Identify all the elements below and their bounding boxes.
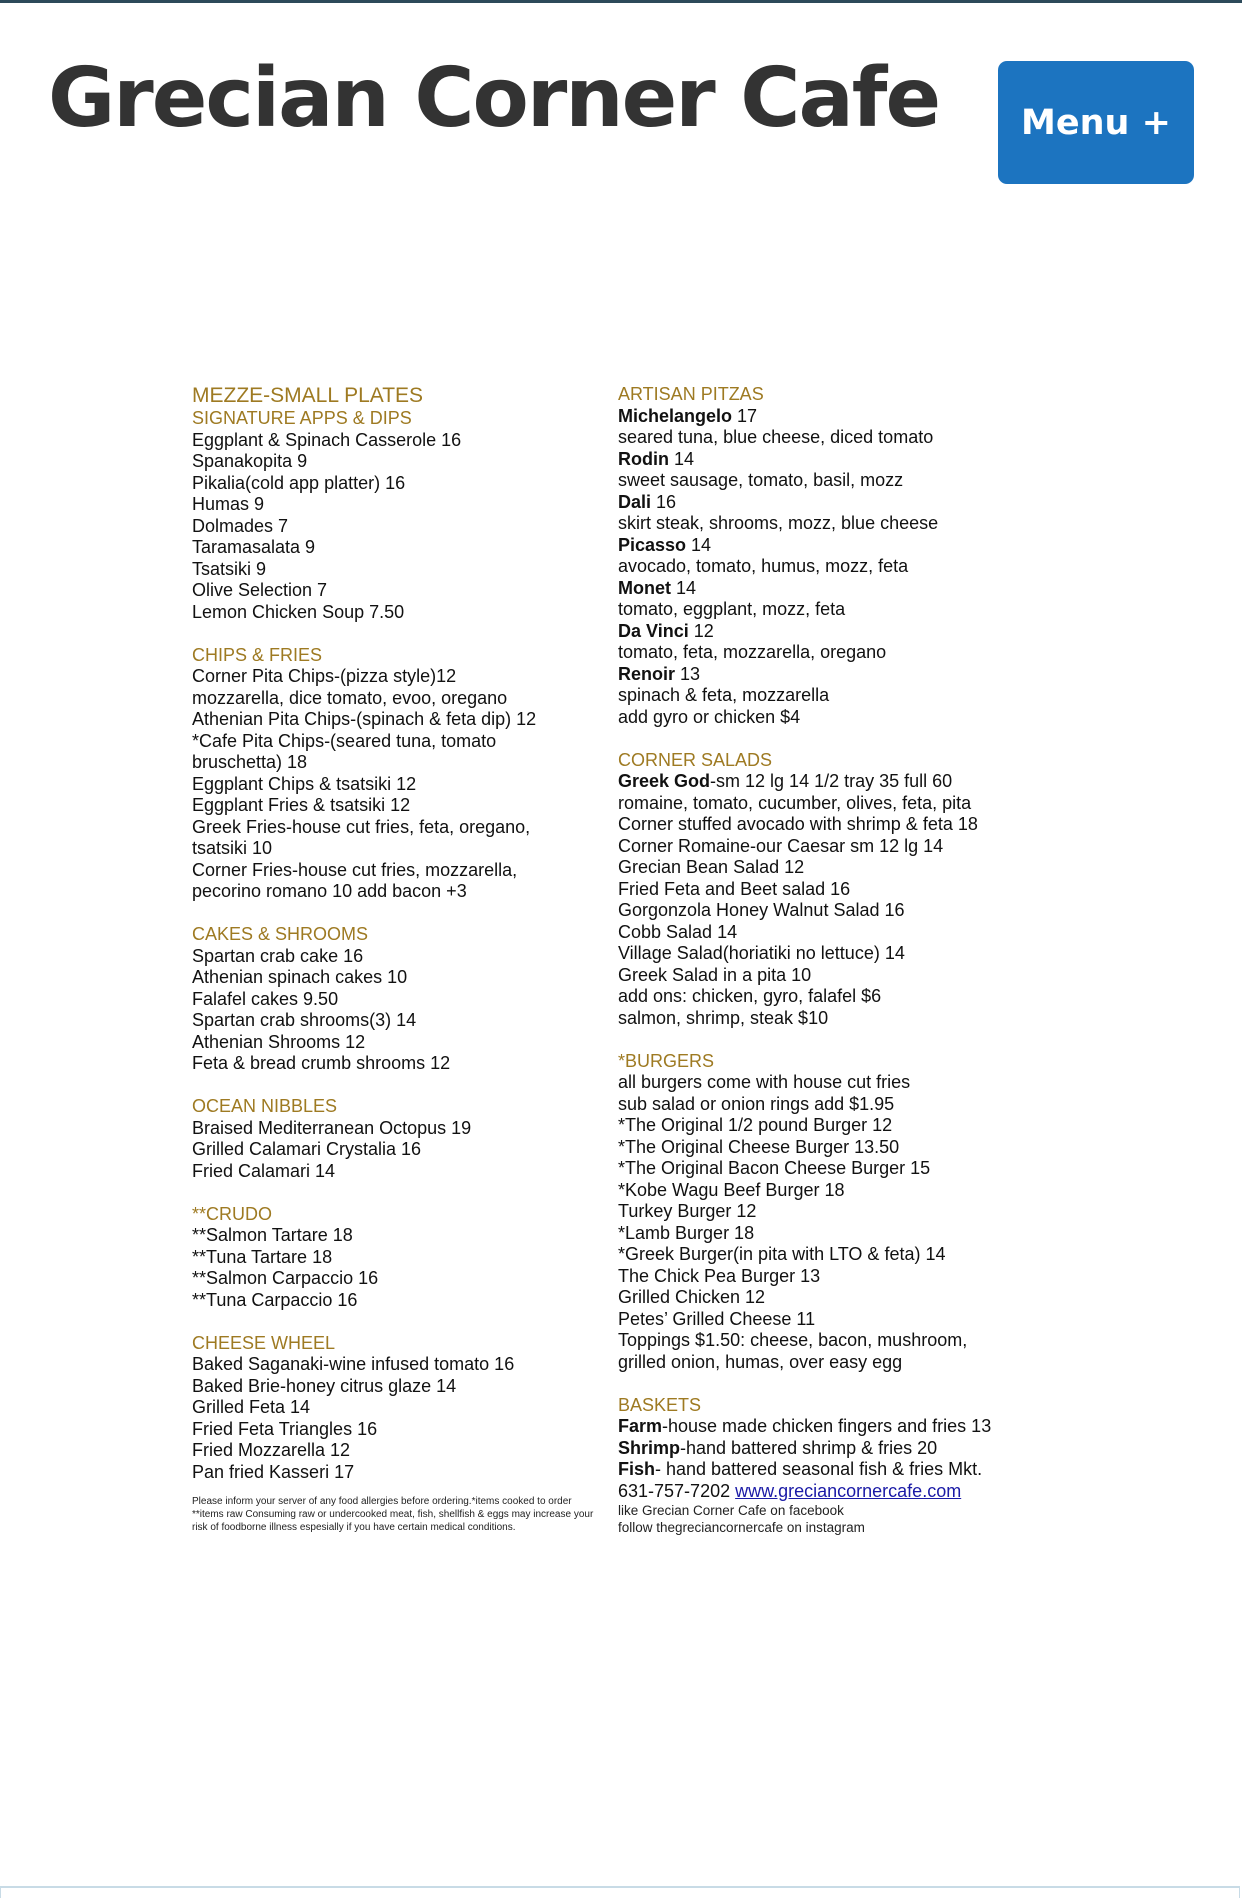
menu-item: Village Salad(horiatiki no lettuce) 14 (618, 943, 905, 963)
menu-item: *The Original Bacon Cheese Burger 15 (618, 1158, 931, 1178)
basket-name: Fish (618, 1459, 656, 1479)
menu-item: Braised Mediterranean Octopus 19 (192, 1117, 472, 1138)
pizza-name: Rodin (618, 448, 669, 469)
pizza-price: 12 (688, 620, 714, 641)
menu-item: Greek Fries-house cut fries, feta, oregano, (192, 816, 531, 837)
menu-column-right (618, 384, 1038, 1536)
menu-item: Fried Feta Triangles 16 (192, 1418, 378, 1439)
menu-item: Olive Selection 7 (192, 580, 328, 600)
pizza-description: tomato, feta, mozzarella, oregano (618, 642, 887, 662)
basket-detail: - hand battered seasonal fish & fries Mkt. (655, 1459, 983, 1479)
menu-item: Fried Calamari 14 (192, 1160, 336, 1181)
menu-item: sub salad or onion rings add $1.95 (618, 1093, 895, 1114)
pizza-description: sweet sausage, tomato, basil, mozz (618, 470, 904, 490)
item-name: Greek God (618, 771, 711, 791)
pizza-description: spinach & feta, mozzarella (618, 685, 830, 705)
menu-item: Grilled Calamari Crystalia 16 (192, 1139, 422, 1159)
menu-item: Gorgonzola Honey Walnut Salad 16 (618, 900, 905, 920)
pizza-name-row (618, 621, 1038, 643)
chips-list (192, 666, 602, 903)
pizza-name-row (618, 492, 1038, 514)
menu-item: **Tuna Carpaccio 16 (192, 1289, 358, 1310)
pizza-price: 17 (732, 405, 758, 426)
pizza-addon: add gyro or chicken $4 (618, 706, 801, 727)
menu-item: **Tuna Tartare 18 (192, 1246, 333, 1267)
menu-item: Spanakopita 9 (192, 451, 308, 471)
phone-number: 631-757-7202 (618, 1480, 736, 1501)
pizza-name: Picasso (618, 534, 687, 555)
facebook-text: like Grecian Corner Cafe on facebook (618, 1503, 844, 1518)
menu-item: Corner stuffed avocado with shrimp & feta 18 (618, 814, 978, 834)
menu-item: Athenian Shrooms 12 (192, 1031, 366, 1052)
menu-item: Spartan crab cake 16 (192, 945, 364, 966)
section-heading-chips: CHIPS & FRIES (192, 644, 323, 665)
menu-item: mozzarella, dice tomato, evoo, oregano (192, 687, 508, 708)
instagram-text: follow thegreciancornercafe on instagram (618, 1520, 865, 1535)
basket-item (618, 1459, 1038, 1481)
menu-item: Greek Salad in a pita 10 (618, 964, 812, 985)
basket-detail: -hand battered shrimp & fries 20 (680, 1437, 938, 1458)
pizza-name-row (618, 664, 1038, 686)
menu-item: *The Original 1/2 pound Burger 12 (618, 1115, 893, 1135)
section-heading-salads: CORNER SALADS (618, 749, 773, 770)
pizza-price: 14 (686, 534, 712, 555)
pizza-name-row (618, 535, 1038, 557)
basket-name: Shrimp (618, 1437, 681, 1458)
menu-item: Grilled Feta 14 (192, 1397, 311, 1417)
menu-item: romaine, tomato, cucumber, olives, feta, pita (618, 792, 972, 813)
menu-item: Tsatsiki 9 (192, 558, 267, 579)
menu-item: Fried Mozzarella 12 (192, 1440, 351, 1460)
menu-item: Baked Saganaki-wine infused tomato 16 (192, 1354, 515, 1374)
basket-item (618, 1416, 1038, 1438)
menu-item: Toppings $1.50: cheese, bacon, mushroom, (618, 1330, 968, 1350)
bottom-frame (0, 1886, 1240, 1898)
menu-item: *Kobe Wagu Beef Burger 18 (618, 1179, 845, 1200)
top-border (0, 0, 1242, 3)
menu-item (618, 771, 1038, 793)
menu-item: Corner Pita Chips-(pizza style)12 (192, 666, 457, 686)
basket-name: Farm (618, 1416, 663, 1436)
menu-item: Lemon Chicken Soup 7.50 (192, 601, 405, 622)
cheese-list (192, 1354, 602, 1483)
pizza-name-row (618, 578, 1038, 600)
pizza-description: avocado, tomato, humus, mozz, feta (618, 556, 909, 576)
menu-item: Feta & bread crumb shrooms 12 (192, 1053, 451, 1073)
menu-item: Falafel cakes 9.50 (192, 988, 339, 1009)
menu-item: Petes’ Grilled Cheese 11 (618, 1308, 816, 1329)
menu-item: all burgers come with house cut fries (618, 1072, 911, 1092)
section-heading-pizzas: ARTISAN PITZAS (618, 384, 764, 404)
contact-line (618, 1481, 1038, 1503)
menu-item: add ons: chicken, gyro, falafel $6 (618, 986, 882, 1006)
section-heading-signature: SIGNATURE APPS & DIPS (192, 408, 412, 428)
menu-item: Eggplant & Spinach Casserole 16 (192, 429, 462, 450)
menu-button[interactable]: Menu + (998, 61, 1194, 184)
menu-item: Eggplant Fries & tsatsiki 12 (192, 795, 411, 815)
pizza-name: Monet (618, 577, 671, 598)
menu-item: *Cafe Pita Chips-(seared tuna, tomato (192, 730, 497, 751)
pizza-name-row (618, 406, 1038, 428)
section-heading-burgers: *BURGERS (618, 1050, 715, 1071)
menu-item: Fried Feta and Beet salad 16 (618, 878, 851, 899)
menu-item: **Salmon Carpaccio 16 (192, 1268, 379, 1288)
menu-item: Corner Romaine-our Caesar sm 12 lg 14 (618, 835, 944, 856)
allergy-notice: Please inform your server of any food allergies before ordering.*items cooked to order **items raw Consuming raw or undercooked meat, fish, shellfish & eggs may increase your risk of foodborne illness espesially if you have certain medical conditions. (192, 1496, 594, 1533)
menu-item: *Greek Burger(in pita with LTO & feta) 14 (618, 1244, 946, 1264)
pizza-price: 14 (671, 577, 697, 598)
salads-list (618, 793, 1038, 1030)
signature-list (192, 430, 602, 624)
menu-item: Spartan crab shrooms(3) 14 (192, 1010, 417, 1030)
baskets-list (618, 1416, 1038, 1481)
pizza-name-row (618, 449, 1038, 471)
section-heading-mezze: MEZZE-SMALL PLATES (192, 384, 424, 407)
pizza-name: Renoir (618, 663, 676, 684)
menu-item: *Lamb Burger 18 (618, 1222, 755, 1243)
menu-item: salmon, shrimp, steak $10 (618, 1007, 829, 1028)
crudo-list (192, 1225, 602, 1311)
section-heading-crudo: **CRUDO (192, 1203, 273, 1224)
menu-item: Taramasalata 9 (192, 537, 316, 557)
burgers-list (618, 1072, 1038, 1373)
menu-item: Cobb Salad 14 (618, 921, 738, 942)
menu-item: Eggplant Chips & tsatsiki 12 (192, 773, 417, 794)
pizza-list (618, 406, 1038, 707)
basket-item (618, 1438, 1038, 1460)
pizza-name: Michelangelo (618, 405, 733, 426)
ocean-list (192, 1118, 602, 1183)
section-heading-baskets: BASKETS (618, 1394, 702, 1415)
menu-item: Humas 9 (192, 494, 265, 514)
menu-item: The Chick Pea Burger 13 (618, 1265, 821, 1286)
menu-item: Turkey Burger 12 (618, 1201, 757, 1221)
pizza-price: 13 (675, 663, 701, 684)
pizza-description: seared tuna, blue cheese, diced tomato (618, 427, 934, 447)
section-heading-ocean: OCEAN NIBBLES (192, 1096, 338, 1116)
menu-item: Grecian Bean Salad 12 (618, 857, 805, 877)
pizza-description: tomato, eggplant, mozz, feta (618, 599, 846, 619)
pizza-description: skirt steak, shrooms, mozz, blue cheese (618, 513, 939, 533)
pizza-name: Dali (618, 491, 652, 512)
menu-column-left (192, 384, 602, 1534)
menu-item: Pikalia(cold app platter) 16 (192, 472, 406, 493)
menu-item: *The Original Cheese Burger 13.50 (618, 1136, 900, 1157)
cakes-list (192, 946, 602, 1075)
menu-item: tsatsiki 10 (192, 838, 273, 858)
basket-detail: -house made chicken fingers and fries 13 (662, 1416, 992, 1436)
site-title[interactable]: Grecian Corner Cafe (48, 51, 940, 146)
pizza-price: 16 (651, 491, 677, 512)
menu-item: Pan fried Kasseri 17 (192, 1461, 355, 1482)
section-heading-cheese: CHEESE WHEEL (192, 1332, 336, 1353)
menu-item: Grilled Chicken 12 (618, 1287, 766, 1307)
menu-item: grilled onion, humas, over easy egg (618, 1351, 903, 1372)
item-detail: -sm 12 lg 14 1/2 tray 35 full 60 (710, 771, 953, 791)
menu-item: pecorino romano 10 add bacon +3 (192, 881, 467, 901)
pizza-price: 14 (669, 448, 695, 469)
menu-item: **Salmon Tartare 18 (192, 1225, 353, 1245)
section-heading-cakes: CAKES & SHROOMS (192, 924, 369, 944)
menu-item: bruschetta) 18 (192, 752, 308, 772)
menu-item: Dolmades 7 (192, 515, 289, 536)
website-link[interactable]: www.greciancornercafe.com (735, 1480, 962, 1501)
menu-item: Corner Fries-house cut fries, mozzarella, (192, 859, 518, 880)
menu-item: Athenian Pita Chips-(spinach & feta dip) 12 (192, 709, 537, 729)
menu-item: Athenian spinach cakes 10 (192, 967, 408, 987)
menu-item: Baked Brie-honey citrus glaze 14 (192, 1375, 457, 1396)
pizza-name: Da Vinci (618, 620, 689, 641)
